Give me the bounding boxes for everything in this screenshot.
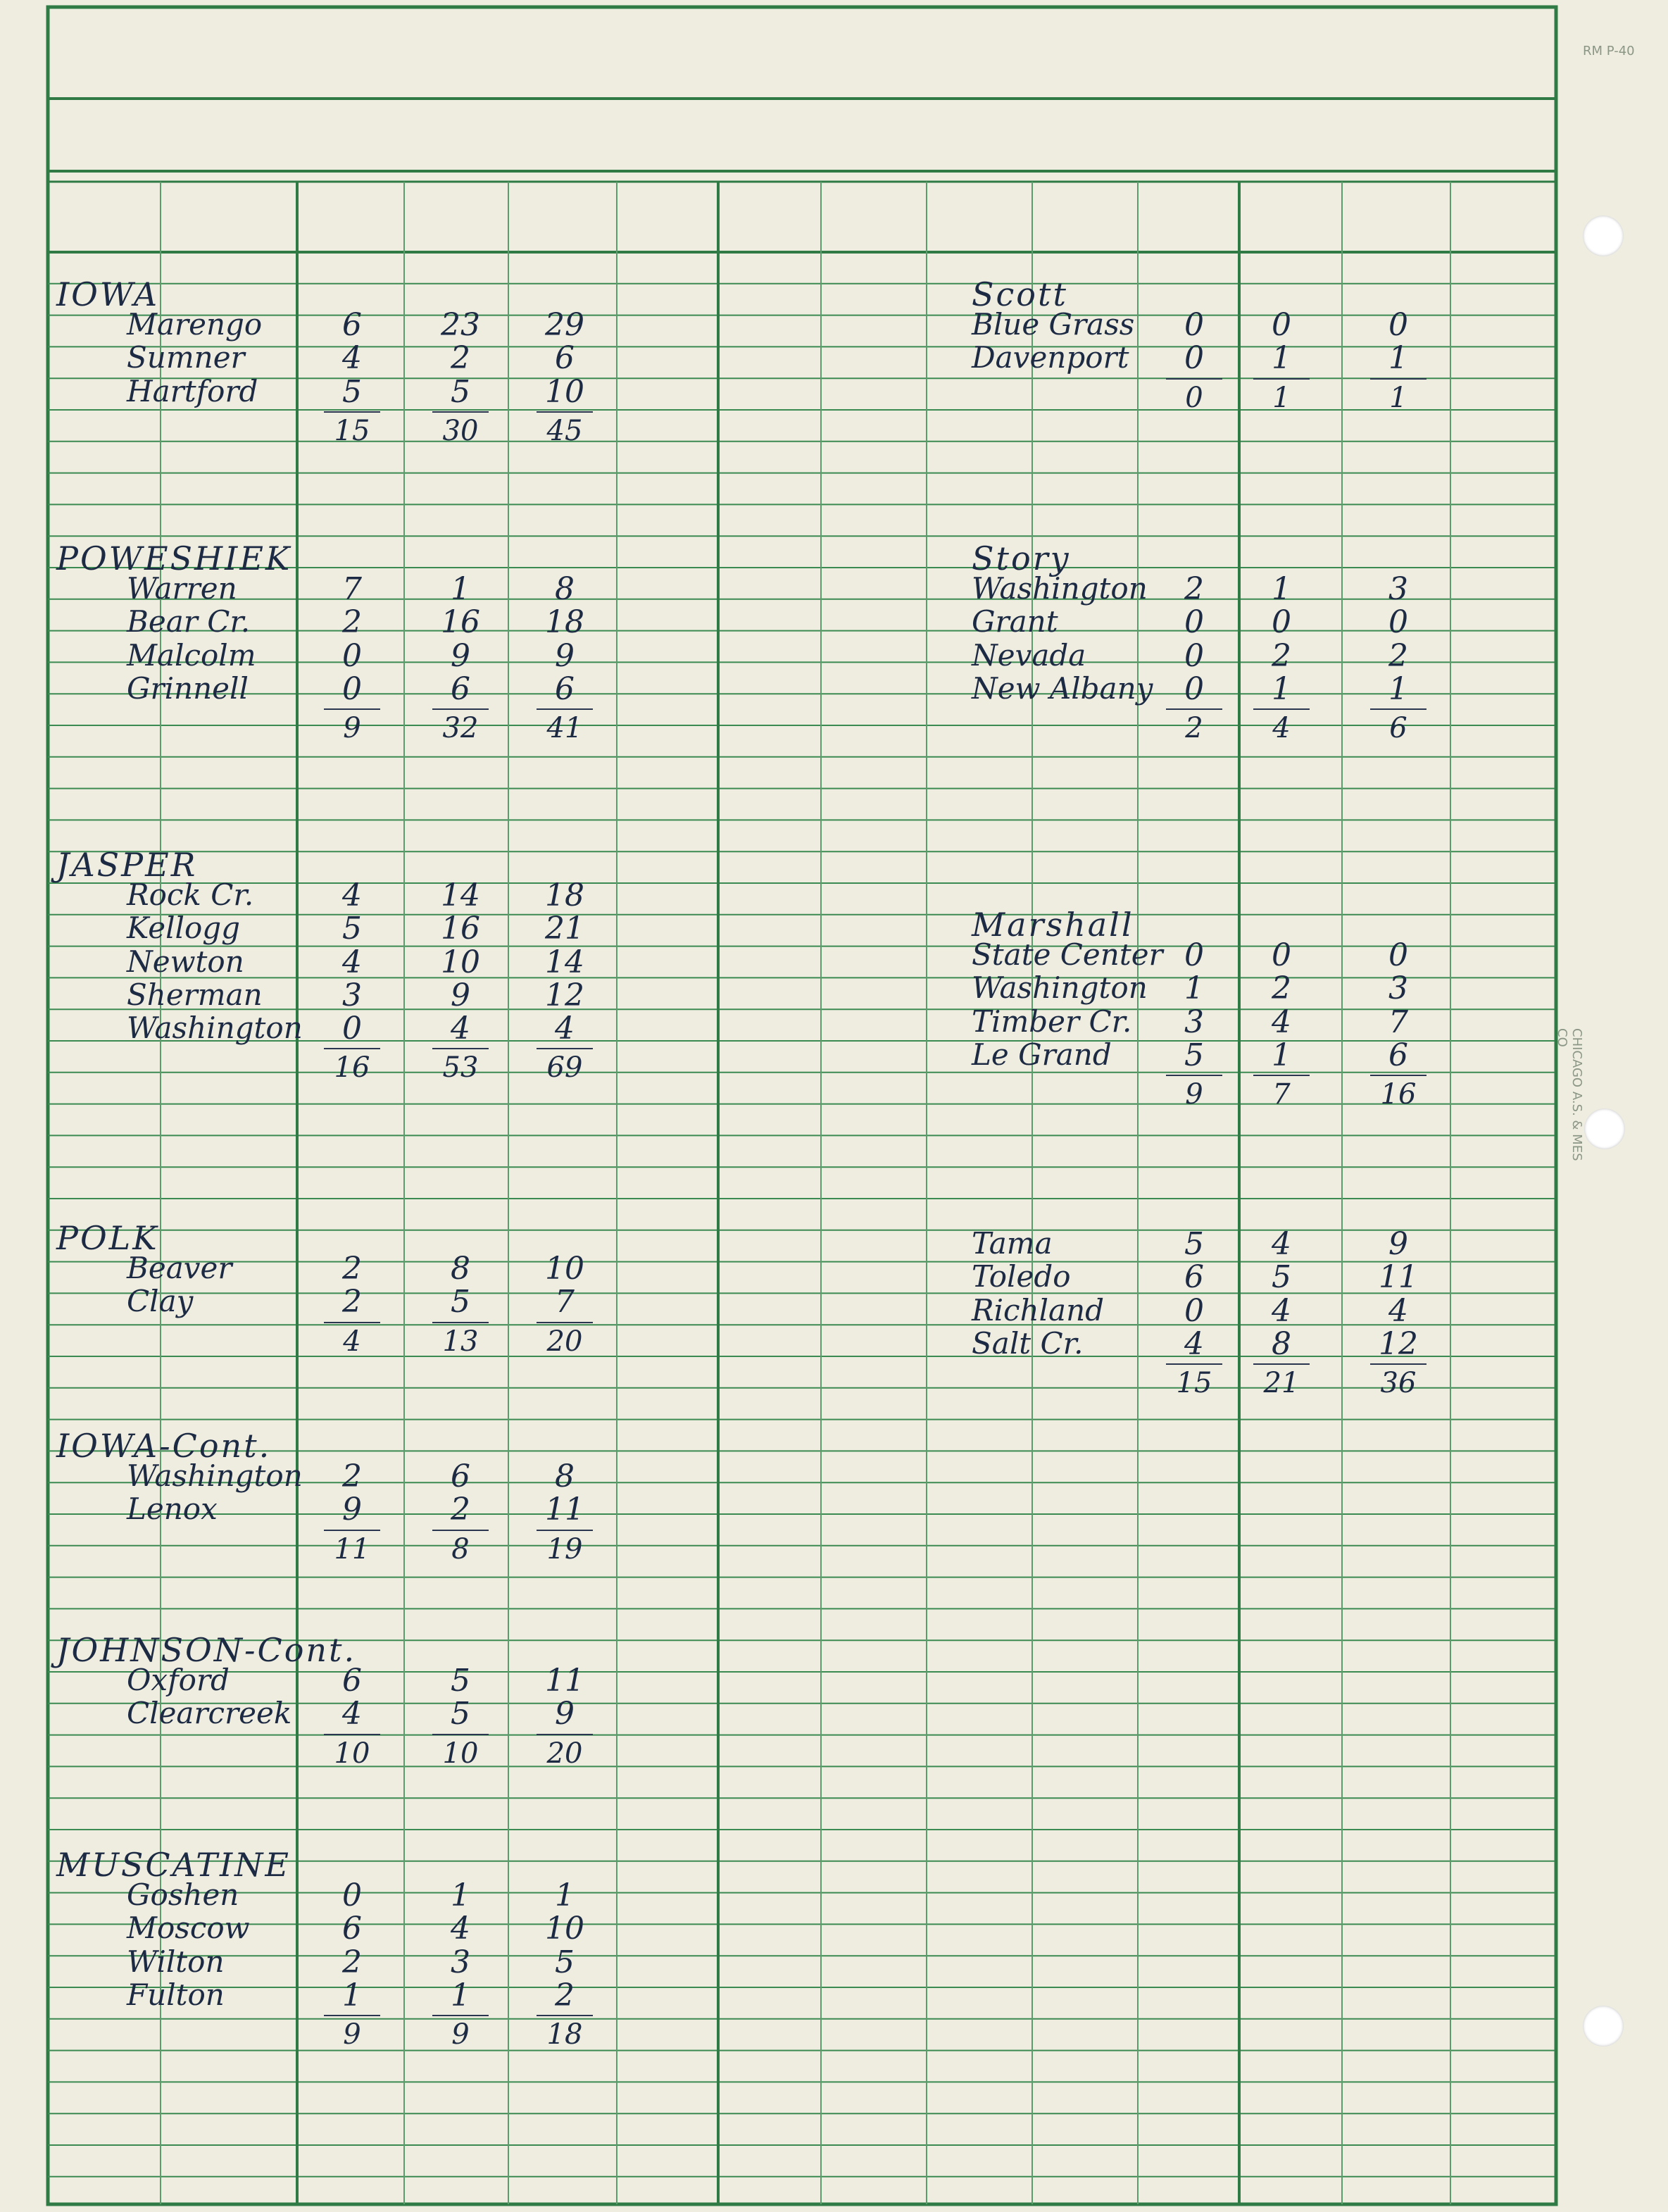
total-c: 20 (546, 1737, 583, 1770)
count-a: 4 (342, 944, 362, 980)
count-a: 2 (1184, 571, 1204, 607)
form-number: RM P-40 (1583, 44, 1635, 58)
count-b: 5 (451, 1663, 470, 1699)
count-a: 6 (342, 307, 362, 343)
total-a: 2 (1185, 712, 1203, 744)
township-name: Salt Cr. (972, 1325, 1084, 1361)
count-b: 9 (451, 637, 470, 674)
township-name: Hartford (127, 373, 258, 408)
count-a: 4 (342, 877, 362, 913)
total-a: 10 (334, 1737, 370, 1770)
count-c: 5 (555, 1944, 575, 1980)
count-c: 21 (545, 911, 584, 947)
count-c: 29 (545, 307, 584, 343)
total-rule (1166, 378, 1222, 380)
total-a: 15 (1176, 1367, 1212, 1399)
total-rule (432, 708, 489, 710)
total-b: 30 (442, 414, 479, 447)
total-b: 53 (442, 1051, 479, 1085)
count-b: 1 (1272, 340, 1291, 377)
township-name: Sherman (127, 977, 263, 1012)
total-c: 20 (546, 1325, 583, 1358)
count-c: 3 (1388, 571, 1408, 607)
total-rule (537, 708, 593, 710)
total-b: 7 (1272, 1078, 1291, 1111)
count-b: 0 (1272, 937, 1291, 973)
township-name: Rock Cr. (127, 877, 254, 912)
total-rule (324, 708, 380, 710)
count-a: 0 (342, 1011, 362, 1046)
township-name: Nevada (972, 637, 1086, 673)
count-a: 6 (1184, 1259, 1204, 1296)
total-rule (537, 411, 593, 413)
total-c: 1 (1389, 381, 1407, 414)
count-b: 6 (451, 670, 470, 707)
count-a: 0 (1184, 1292, 1204, 1329)
total-rule (432, 1530, 489, 1531)
total-rule (537, 1530, 593, 1531)
total-b: 32 (442, 712, 479, 744)
total-rule (432, 1734, 489, 1735)
count-c: 4 (1388, 1292, 1408, 1329)
total-c: 36 (1380, 1367, 1417, 1399)
total-c: 18 (546, 2018, 583, 2051)
count-c: 8 (555, 571, 575, 607)
total-rule (1370, 708, 1426, 710)
count-b: 2 (451, 1492, 470, 1528)
township-name: Davenport (972, 340, 1129, 375)
county-heading: POWESHIEK (56, 539, 292, 577)
count-b: 2 (1272, 637, 1291, 674)
count-b: 4 (1272, 1292, 1291, 1329)
total-b: 10 (442, 1737, 479, 1770)
count-c: 18 (545, 877, 584, 913)
total-a: 4 (343, 1325, 361, 1358)
township-name: Sumner (127, 340, 245, 375)
count-a: 4 (342, 340, 362, 377)
total-rule (1166, 1363, 1222, 1365)
count-b: 10 (441, 944, 480, 980)
printer-stamp: CHICAGO A.S. & MES CO (1555, 1028, 1584, 1161)
total-rule (1253, 708, 1310, 710)
township-name: Fulton (127, 1977, 225, 2012)
township-name: Bear Cr. (127, 604, 251, 639)
count-a: 0 (1184, 307, 1204, 343)
count-b: 1 (1272, 1037, 1291, 1073)
township-name: Blue Grass (972, 307, 1135, 342)
count-a: 1 (342, 1977, 362, 2013)
township-name: State Center (972, 937, 1163, 972)
county-heading: JASPER (56, 846, 198, 884)
total-a: 9 (343, 712, 361, 744)
total-rule (1253, 1075, 1310, 1076)
count-c: 10 (545, 1911, 584, 1947)
count-a: 4 (1184, 1325, 1204, 1362)
township-name: Grinnell (127, 670, 249, 706)
count-a: 6 (342, 1663, 362, 1699)
count-b: 1 (451, 571, 470, 607)
total-c: 19 (546, 1532, 583, 1566)
township-name: Washington (972, 571, 1148, 606)
binder-hole-bottom (1583, 2006, 1624, 2047)
township-name: Timber Cr. (972, 1004, 1132, 1039)
total-a: 9 (343, 2018, 361, 2051)
count-a: 0 (1184, 637, 1204, 674)
count-a: 4 (342, 1696, 362, 1732)
count-b: 8 (451, 1251, 470, 1287)
count-c: 2 (555, 1977, 575, 2013)
count-a: 1 (1184, 970, 1204, 1007)
count-a: 9 (342, 1492, 362, 1528)
total-rule (1370, 1075, 1426, 1076)
count-a: 3 (342, 977, 362, 1013)
total-c: 6 (1389, 712, 1407, 744)
total-a: 16 (334, 1051, 370, 1085)
total-rule (324, 1530, 380, 1531)
count-c: 10 (545, 373, 584, 410)
township-name: Kellogg (127, 911, 241, 946)
count-b: 1 (451, 1877, 470, 1913)
count-a: 7 (342, 571, 362, 607)
count-b: 14 (441, 877, 480, 913)
count-c: 12 (1379, 1325, 1418, 1362)
count-c: 11 (545, 1663, 584, 1699)
count-a: 0 (342, 670, 362, 707)
township-name: Washington (127, 1011, 303, 1045)
count-c: 11 (545, 1492, 584, 1528)
township-name: Washington (972, 970, 1148, 1006)
township-name: Moscow (127, 1911, 250, 1946)
count-b: 4 (451, 1011, 470, 1046)
township-name: Toledo (972, 1259, 1071, 1294)
total-rule (1166, 708, 1222, 710)
count-a: 0 (1184, 937, 1204, 973)
count-c: 6 (1388, 1037, 1408, 1073)
count-a: 0 (1184, 340, 1204, 377)
count-c: 0 (1388, 604, 1408, 641)
total-rule (1253, 1363, 1310, 1365)
binder-hole-top (1583, 215, 1624, 256)
count-c: 9 (555, 1696, 575, 1732)
count-c: 11 (1379, 1259, 1418, 1296)
township-name: Tama (972, 1226, 1053, 1261)
count-a: 3 (1184, 1004, 1204, 1040)
total-rule (324, 411, 380, 413)
count-a: 0 (342, 637, 362, 674)
count-a: 2 (342, 1458, 362, 1494)
count-c: 8 (555, 1458, 575, 1494)
total-a: 15 (334, 414, 370, 447)
county-heading: IOWA-Cont. (56, 1427, 272, 1465)
township-name: Malcolm (127, 637, 256, 673)
total-b: 21 (1263, 1367, 1300, 1399)
count-b: 5 (1272, 1259, 1291, 1296)
total-rule (432, 1048, 489, 1049)
count-b: 8 (1272, 1325, 1291, 1362)
total-rule (1253, 378, 1310, 380)
county-heading: IOWA (56, 275, 160, 313)
count-b: 2 (451, 340, 470, 377)
count-b: 0 (1272, 604, 1291, 641)
total-rule (537, 2015, 593, 2016)
township-name: Marengo (127, 307, 263, 342)
count-b: 3 (451, 1944, 470, 1980)
count-a: 0 (1184, 604, 1204, 641)
total-b: 13 (442, 1325, 479, 1358)
count-b: 4 (1272, 1004, 1291, 1040)
township-name: Goshen (127, 1877, 239, 1912)
total-rule (432, 411, 489, 413)
total-rule (324, 2015, 380, 2016)
total-rule (324, 1734, 380, 1735)
township-name: Le Grand (972, 1037, 1112, 1072)
count-b: 6 (451, 1458, 470, 1494)
total-b: 8 (451, 1532, 470, 1566)
total-a: 0 (1185, 381, 1203, 414)
total-a: 11 (334, 1532, 370, 1566)
count-a: 2 (342, 1284, 362, 1320)
total-rule (1370, 378, 1426, 380)
count-a: 5 (1184, 1037, 1204, 1073)
count-a: 2 (342, 1251, 362, 1287)
count-b: 4 (451, 1911, 470, 1947)
count-c: 0 (1388, 307, 1408, 343)
township-name: Grant (972, 604, 1058, 639)
count-b: 5 (451, 1696, 470, 1732)
county-heading: Marshall (972, 906, 1134, 944)
township-name: Newton (127, 944, 244, 979)
total-b: 1 (1272, 381, 1291, 414)
total-rule (537, 1322, 593, 1323)
count-c: 6 (555, 670, 575, 707)
township-name: Oxford (127, 1663, 230, 1697)
count-b: 5 (451, 1284, 470, 1320)
total-rule (1370, 1363, 1426, 1365)
total-b: 9 (451, 2018, 470, 2051)
count-c: 4 (555, 1011, 575, 1046)
count-c: 0 (1388, 937, 1408, 973)
count-c: 10 (545, 1251, 584, 1287)
township-name: Washington (127, 1458, 303, 1493)
total-a: 9 (1185, 1078, 1203, 1111)
binder-hole-middle (1584, 1108, 1625, 1149)
count-a: 6 (342, 1911, 362, 1947)
total-rule (537, 1048, 593, 1049)
county-heading: JOHNSON-Cont. (56, 1631, 357, 1669)
count-a: 2 (342, 604, 362, 641)
county-heading: Story (972, 539, 1071, 577)
count-c: 1 (555, 1877, 575, 1913)
count-a: 0 (342, 1877, 362, 1913)
count-b: 16 (441, 604, 480, 641)
count-c: 9 (1388, 1226, 1408, 1262)
count-a: 0 (1184, 670, 1204, 707)
total-c: 69 (546, 1051, 583, 1085)
county-heading: Scott (972, 275, 1068, 313)
total-rule (537, 1734, 593, 1735)
count-c: 2 (1388, 637, 1408, 674)
count-b: 16 (441, 911, 480, 947)
township-name: Warren (127, 571, 237, 606)
count-b: 1 (1272, 670, 1291, 707)
count-c: 6 (555, 340, 575, 377)
count-a: 2 (342, 1944, 362, 1980)
total-b: 4 (1272, 712, 1291, 744)
count-b: 9 (451, 977, 470, 1013)
count-c: 9 (555, 637, 575, 674)
count-b: 4 (1272, 1226, 1291, 1262)
count-b: 1 (451, 1977, 470, 2013)
count-b: 5 (451, 373, 470, 410)
township-name: New Albany (972, 670, 1153, 706)
count-a: 5 (1184, 1226, 1204, 1262)
county-heading: POLK (56, 1219, 159, 1257)
count-c: 12 (545, 977, 584, 1013)
total-rule (324, 1322, 380, 1323)
count-c: 14 (545, 944, 584, 980)
count-a: 5 (342, 911, 362, 947)
township-name: Clearcreek (127, 1696, 292, 1731)
total-rule (324, 1048, 380, 1049)
total-rule (1166, 1075, 1222, 1076)
total-c: 16 (1380, 1078, 1417, 1111)
township-name: Richland (972, 1292, 1105, 1327)
count-b: 0 (1272, 307, 1291, 343)
township-name: Beaver (127, 1251, 232, 1285)
total-c: 45 (546, 414, 583, 447)
count-c: 18 (545, 604, 584, 641)
township-name: Clay (127, 1284, 194, 1319)
total-rule (432, 1322, 489, 1323)
total-c: 41 (546, 712, 583, 744)
count-c: 7 (1388, 1004, 1408, 1040)
township-name: Wilton (127, 1944, 225, 1979)
count-b: 23 (441, 307, 480, 343)
total-rule (432, 2015, 489, 2016)
count-c: 1 (1388, 340, 1408, 377)
count-a: 5 (342, 373, 362, 410)
count-b: 2 (1272, 970, 1291, 1007)
count-c: 7 (555, 1284, 575, 1320)
count-c: 1 (1388, 670, 1408, 707)
township-name: Lenox (127, 1492, 218, 1527)
count-c: 3 (1388, 970, 1408, 1007)
count-b: 1 (1272, 571, 1291, 607)
county-heading: MUSCATINE (56, 1846, 291, 1884)
